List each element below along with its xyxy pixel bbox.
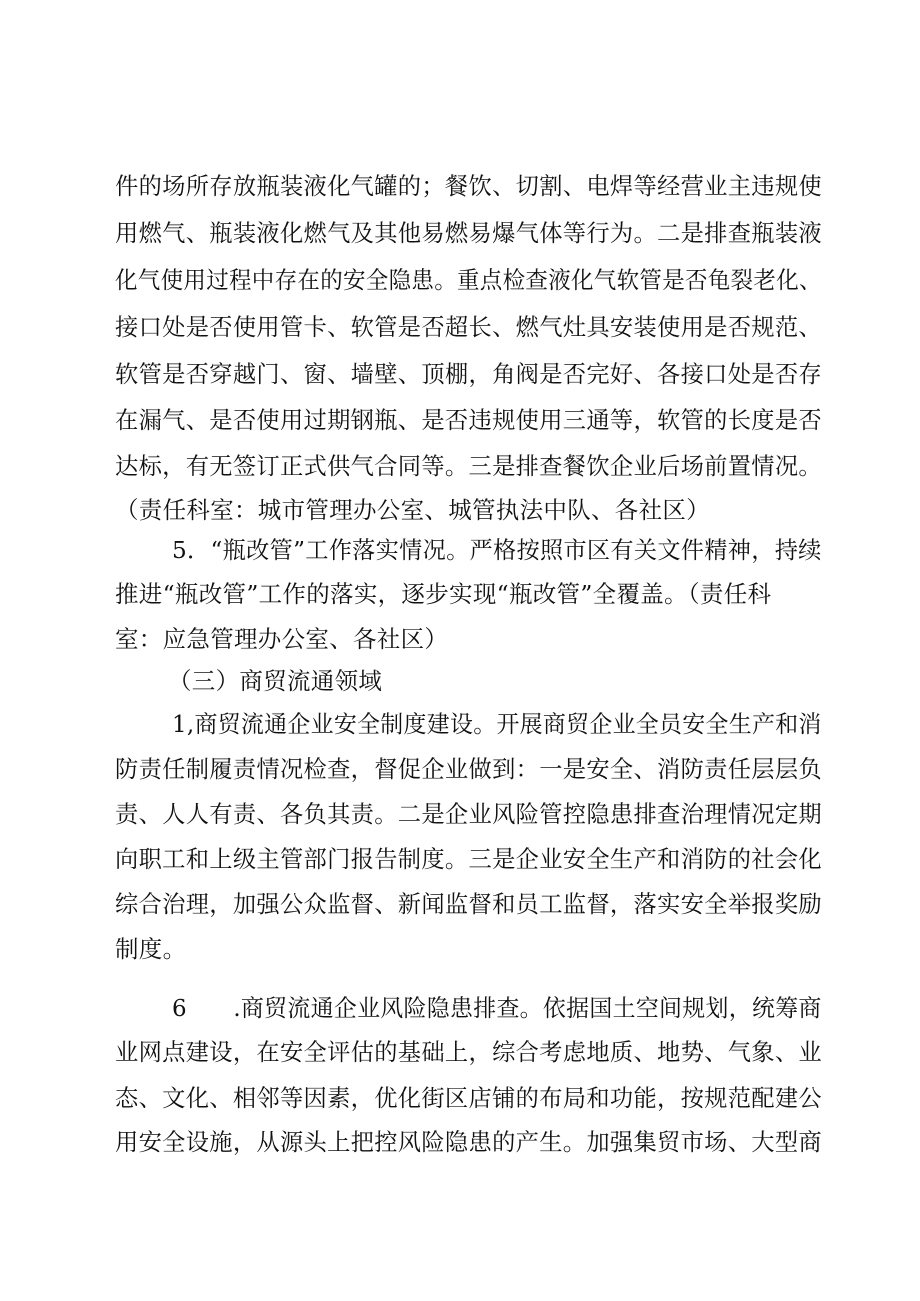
text-line: 用安全设施，从源头上把控风险隐患的产生。加强集贸市场、大型商 xyxy=(115,1128,823,1156)
text-line: 1,商贸流通企业安全制度建设。开展商贸企业全员安全生产和消 xyxy=(172,710,822,738)
text-line: 态、文化、相邻等因素，优化街区店铺的布局和功能，按规范配建公 xyxy=(115,1084,823,1112)
text-line: 推进“瓶改管”工作的落实，逐步实现“瓶改管”全覆盖。（责任科 xyxy=(115,580,772,608)
text-line: 室：应急管理办公室、各社区） xyxy=(115,625,449,653)
text-line: 软管是否穿越门、窗、墙壁、顶棚，角阀是否完好、各接口处是否存 xyxy=(115,360,823,388)
text-line: 化气使用过程中存在的安全隐患。重点检查液化气软管是否龟裂老化、 xyxy=(115,266,822,294)
text-line: 防责任制履责情况检查，督促企业做到：一是安全、消防责任层层负 xyxy=(115,755,823,783)
text-line: 用燃气、瓶装液化燃气及其他易燃易爆气体等行为。二是排查瓶装液 xyxy=(115,219,823,247)
text-line: 制度。 xyxy=(115,935,187,963)
text-line: 达标，有无签订正式供气合同等。三是排查餐饮企业后场前置情况。 xyxy=(115,452,823,480)
section-heading: （三）商贸流通领域 xyxy=(168,667,383,695)
text-line: 6 .商贸流通企业风险隐患排查。依据国土空间规划，统筹商 xyxy=(172,994,822,1022)
text-line: 接口处是否使用管卡、软管是否超长、燃气灶具安装使用是否规范、 xyxy=(115,313,823,341)
text-line: 综合治理，加强公众监督、新闻监督和员工监督，落实安全举报奖励 xyxy=(115,890,823,918)
text-line: 件的场所存放瓶装液化气罐的；餐饮、切割、电焊等经营业主违规使 xyxy=(115,172,823,200)
text-line: （责任科室：城市管理办公室、城管执法中队、各社区） xyxy=(115,496,710,524)
text-line: 向职工和上级主管部门报告制度。三是企业安全生产和消防的社会化 xyxy=(115,845,823,873)
text-line: 5．“瓶改管”工作落实情况。严格按照市区有关文件精神，持续 xyxy=(172,536,822,564)
text-line: 在漏气、是否使用过期钢瓶、是否违规使用三通等，软管的长度是否 xyxy=(115,406,823,434)
text-line: 责、人人有责、各负其责。二是企业风险管控隐患排查治理情况定期 xyxy=(115,800,823,828)
text-line: 业网点建设，在安全评估的基础上，综合考虑地质、地势、气象、业 xyxy=(115,1038,823,1066)
